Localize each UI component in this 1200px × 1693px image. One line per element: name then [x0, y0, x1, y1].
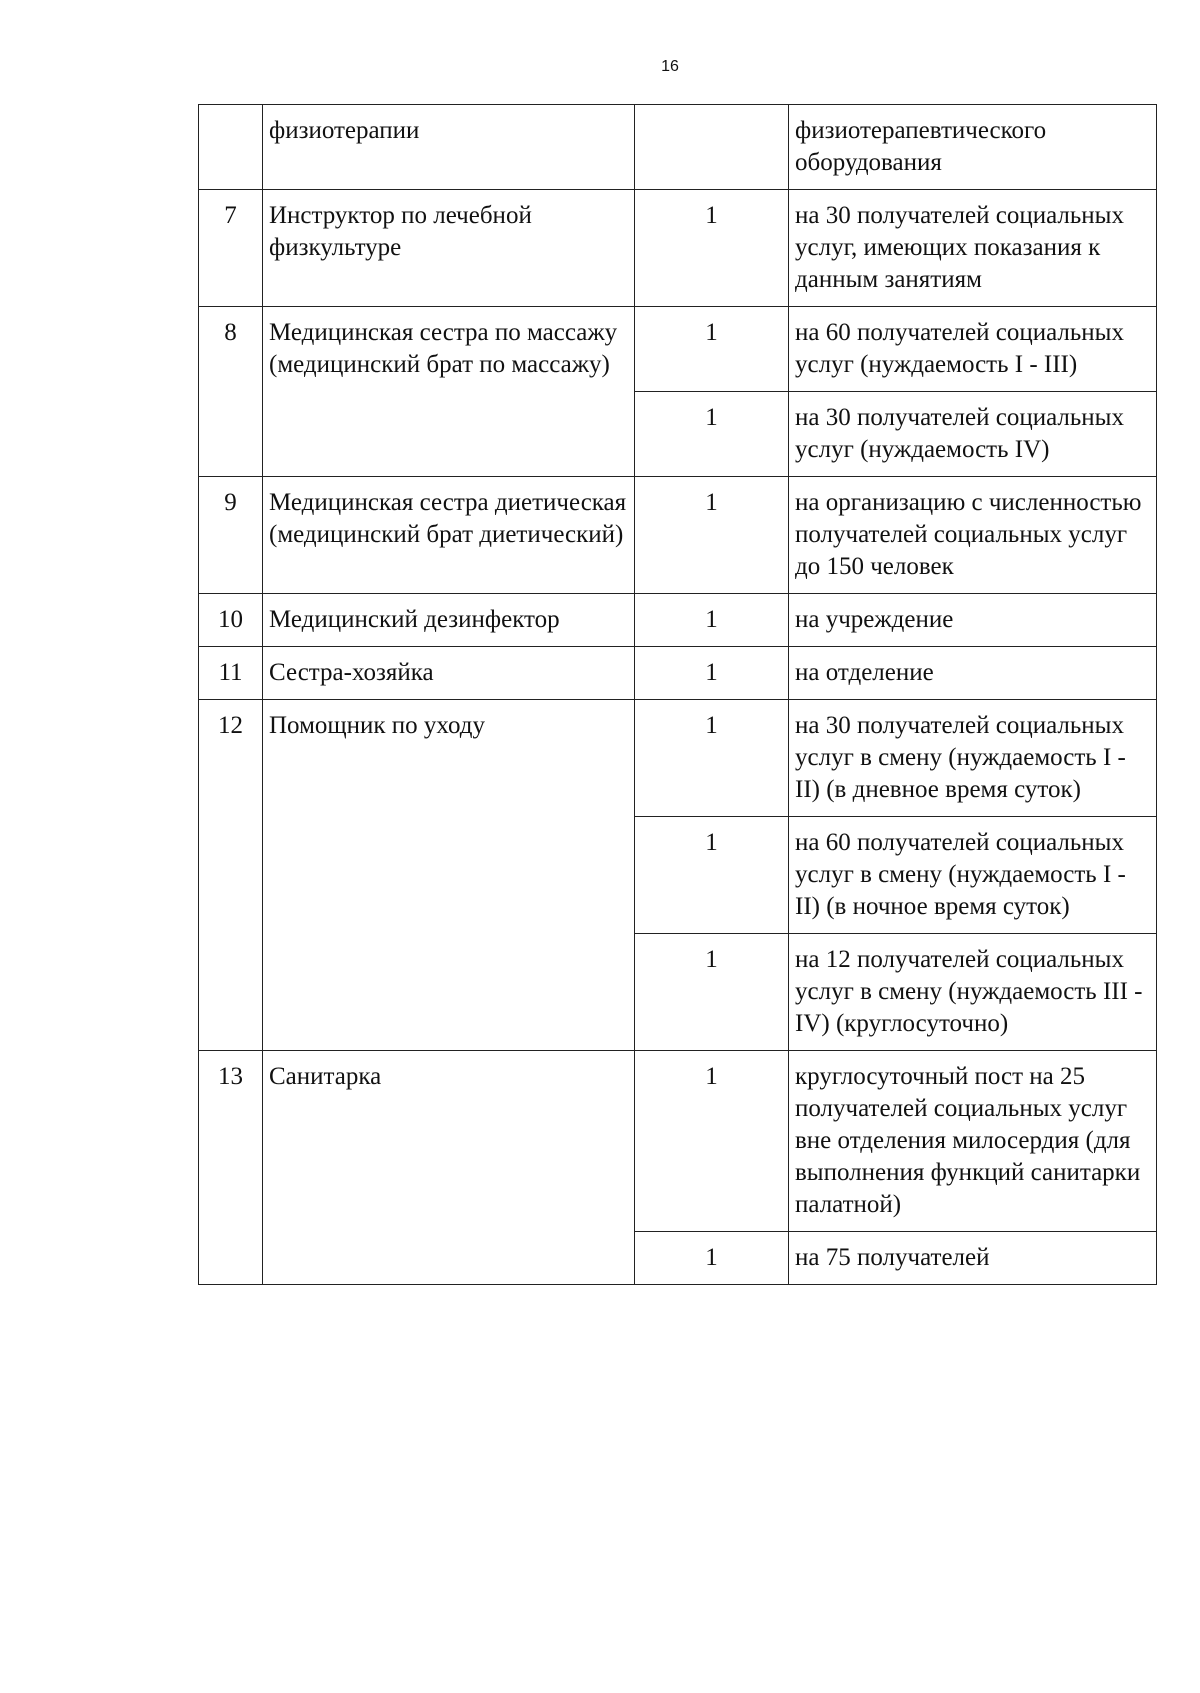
position-name: Помощник по уходу	[263, 700, 635, 1051]
staff-quantity: 1	[635, 700, 789, 817]
row-number	[199, 105, 263, 190]
table-row	[199, 594, 1157, 647]
position-name: Сестра-хозяйка	[263, 647, 635, 700]
table-row	[199, 647, 1157, 700]
staff-quantity: 1	[635, 1051, 789, 1232]
staff-quantity: 1	[635, 934, 789, 1051]
staffing-norm: на учреждение	[789, 594, 1157, 647]
table-row	[199, 105, 1157, 190]
staff-quantity	[635, 105, 789, 190]
table-row	[199, 1051, 1157, 1232]
position-name: Санитарка	[263, 1051, 635, 1285]
table-row	[199, 700, 1157, 817]
staffing-norm: на 12 получателей социальных услуг в смену (нуждаемость III - IV) (круглосуточно)	[789, 934, 1157, 1051]
table-row	[199, 477, 1157, 594]
row-number: 10	[199, 594, 263, 647]
staffing-norm: на отделение	[789, 647, 1157, 700]
table-row	[199, 307, 1157, 392]
position-name: Инструктор по лечебной физкультуре	[263, 190, 635, 307]
staffing-table	[198, 104, 1157, 1285]
staff-quantity: 1	[635, 307, 789, 392]
staffing-norm: круглосуточный пост на 25 получателей социальных услуг вне отделения милосердия (для выполнения функций санитарки палатной)	[789, 1051, 1157, 1232]
staffing-norm: на организацию с численностью получателей социальных услуг до 150 человек	[789, 477, 1157, 594]
staff-quantity: 1	[635, 594, 789, 647]
staff-quantity: 1	[635, 392, 789, 477]
position-name: Медицинская сестра диетическая (медицинский брат диетический)	[263, 477, 635, 594]
staffing-norm: на 30 получателей социальных услуг (нуждаемость IV)	[789, 392, 1157, 477]
row-number: 11	[199, 647, 263, 700]
staff-quantity: 1	[635, 477, 789, 594]
row-number: 7	[199, 190, 263, 307]
staffing-norm: на 30 получателей социальных услуг, имеющих показания к данным занятиям	[789, 190, 1157, 307]
position-name: физиотерапии	[263, 105, 635, 190]
staffing-norm: на 60 получателей социальных услуг (нуждаемость I - III)	[789, 307, 1157, 392]
staffing-norm: на 30 получателей социальных услуг в смену (нуждаемость I - II) (в дневное время суток)	[789, 700, 1157, 817]
staff-quantity: 1	[635, 1232, 789, 1285]
staff-quantity: 1	[635, 190, 789, 307]
staff-quantity: 1	[635, 647, 789, 700]
position-name: Медицинский дезинфектор	[263, 594, 635, 647]
row-number: 8	[199, 307, 263, 477]
row-number: 9	[199, 477, 263, 594]
table-row	[199, 190, 1157, 307]
staffing-norm: на 60 получателей социальных услуг в смену (нуждаемость I - II) (в ночное время суток)	[789, 817, 1157, 934]
row-number: 13	[199, 1051, 263, 1285]
staff-quantity: 1	[635, 817, 789, 934]
staffing-norm: физиотерапевтического оборудования	[789, 105, 1157, 190]
row-number: 12	[199, 700, 263, 1051]
page-number: 16	[661, 58, 679, 75]
staffing-norm: на 75 получателей	[789, 1232, 1157, 1285]
position-name: Медицинская сестра по массажу (медицинский брат по массажу)	[263, 307, 635, 477]
